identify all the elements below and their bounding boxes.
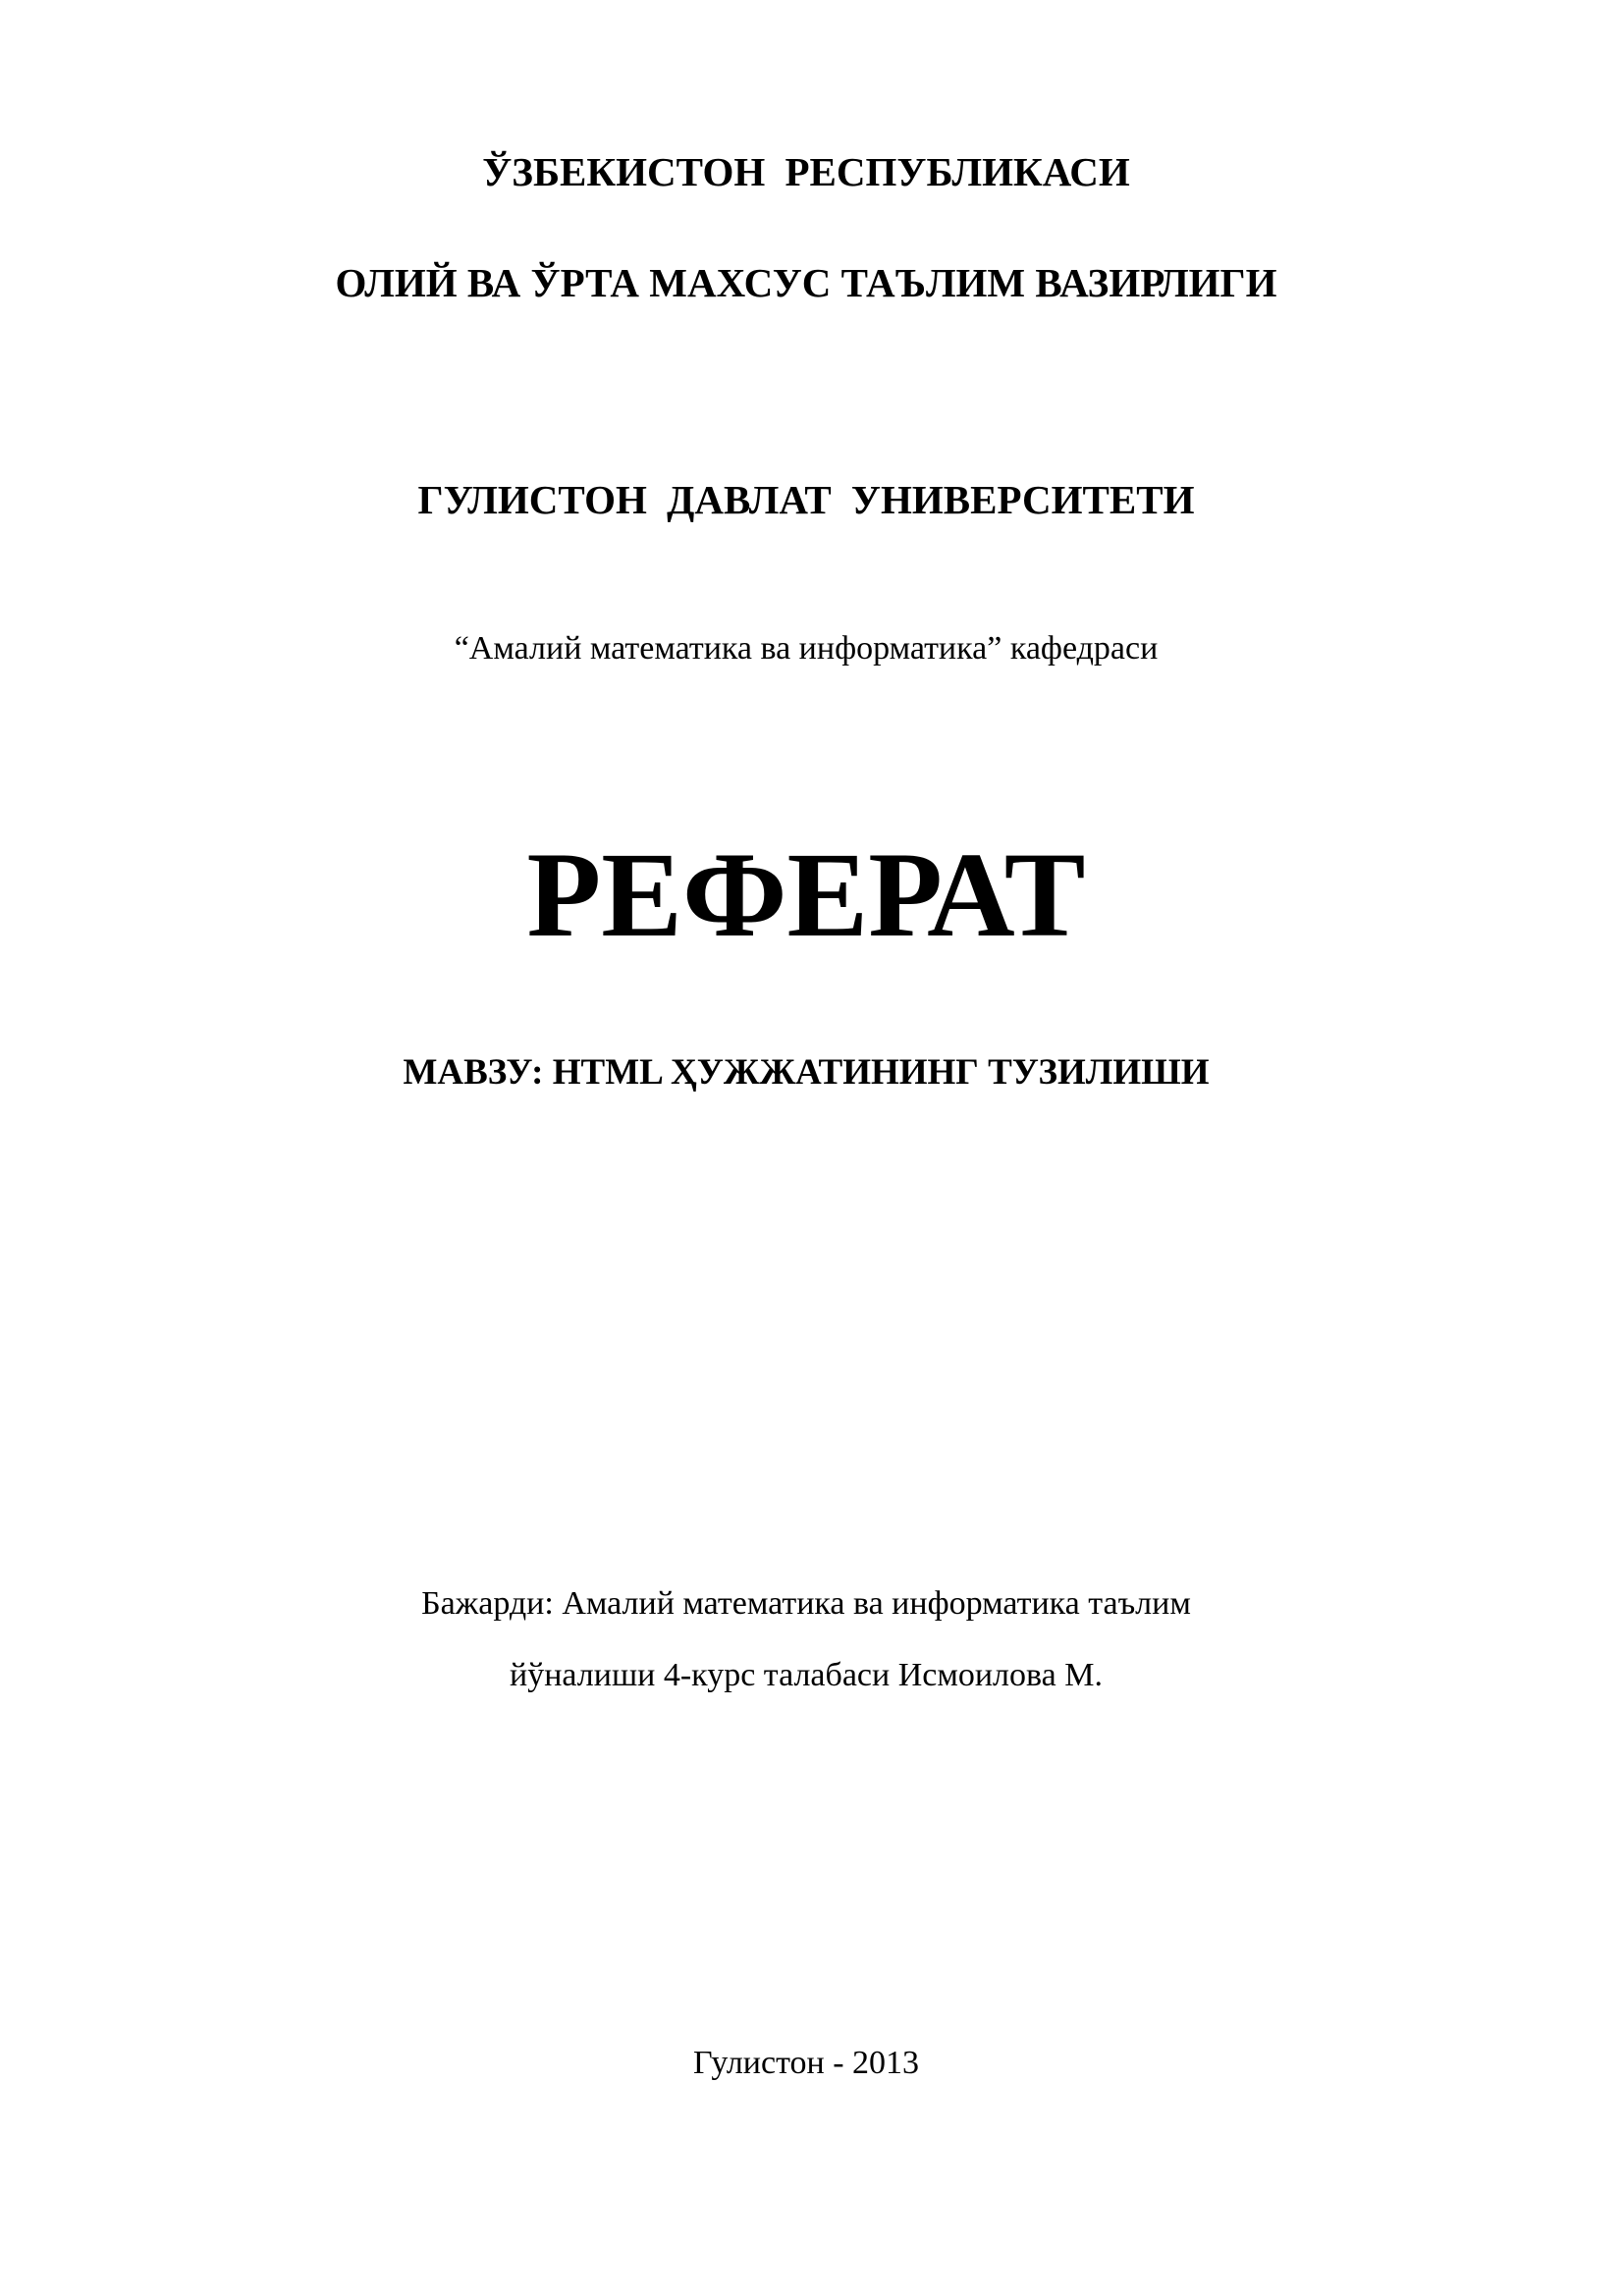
university-heading: ГУЛИСТОН ДАВЛАТ УНИВЕРСИТЕТИ bbox=[417, 477, 1195, 522]
department-name: “Амалий математика ва информатика” кафедраси bbox=[454, 630, 1159, 667]
place-year: Гулистон - 2013 bbox=[692, 2045, 920, 2081]
document-title: РЕФЕРАТ bbox=[526, 828, 1086, 962]
document-topic: МАВЗУ: HTML ҲУЖЖАТИНИНГ ТУЗИЛИШИ bbox=[403, 1052, 1210, 1093]
republic-heading: ЎЗБЕКИСТОН РЕСПУБЛИКАСИ bbox=[482, 149, 1130, 194]
author-line-2: йўналиши 4-курс талабаси Исмоилова М. bbox=[510, 1657, 1103, 1693]
ministry-heading: ОЛИЙ ВА ЎРТА МАХСУС ТАЪЛИМ ВАЗИРЛИГИ bbox=[335, 260, 1277, 305]
author-line-1: Бажарди: Амалий математика ва информатика таълим bbox=[421, 1585, 1191, 1622]
